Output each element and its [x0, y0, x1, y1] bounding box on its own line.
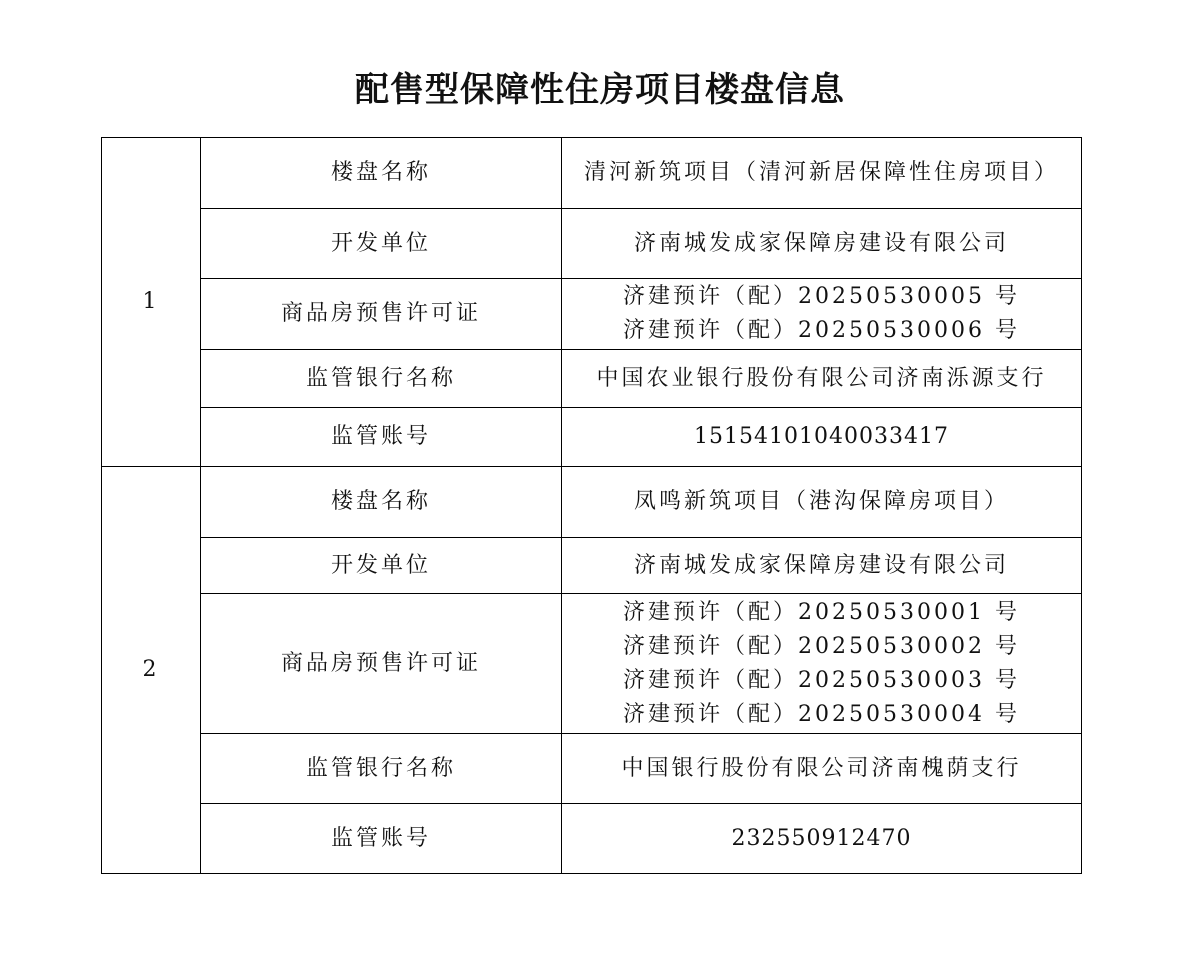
field-value-cell: [562, 138, 1082, 209]
field-value-cell: [562, 538, 1082, 594]
field-value-cell: [562, 734, 1082, 804]
field-label-cell: 监管账号: [201, 804, 562, 874]
field-value-line: 232550912470: [731, 825, 912, 851]
field-value-cell: [562, 467, 1082, 538]
field-label-cell: 开发单位: [201, 538, 562, 594]
table-row: [102, 279, 1082, 350]
field-value-line: 凤鸣新筑项目（港沟保障房项目）: [633, 489, 1009, 514]
field-value-line: 济南城发成家保障房建设有限公司: [633, 230, 1009, 256]
project-index-cell: 2: [102, 467, 201, 874]
field-value-line: 济建预许（配）20250530005 号: [623, 284, 1020, 309]
field-label-cell: 监管账号: [201, 408, 562, 467]
field-label-cell: 开发单位: [201, 209, 562, 279]
field-value-cell: [562, 350, 1082, 408]
table-row: [102, 467, 1082, 538]
field-value-line: 济建预许（配）20250530006 号: [623, 318, 1020, 343]
field-label-cell: 商品房预售许可证: [201, 279, 562, 350]
field-value-line: 济建预许（配）20250530004 号: [623, 701, 1020, 727]
table-row: [102, 209, 1082, 279]
field-value-line: 济建预许（配）20250530003 号: [623, 667, 1020, 693]
project-index-cell: 1: [102, 138, 201, 467]
field-value-cell: [562, 209, 1082, 279]
document-title: 配售型保障性住房项目楼盘信息: [355, 70, 845, 110]
field-value-line: 济南城发成家保障房建设有限公司: [633, 552, 1009, 578]
field-value-cell: [562, 408, 1082, 467]
field-label-cell: 楼盘名称: [201, 138, 562, 209]
field-value-cell: [562, 279, 1082, 350]
field-value-cell: [562, 804, 1082, 874]
field-value-line: 中国农业银行股份有限公司济南泺源支行: [596, 365, 1047, 391]
table-row: [102, 138, 1082, 209]
field-label-cell: 商品房预售许可证: [201, 594, 562, 734]
field-value-line: 清河新筑项目（清河新居保障性住房项目）: [583, 160, 1059, 185]
table-row: [102, 734, 1082, 804]
table-row: [102, 594, 1082, 734]
field-label-cell: 监管银行名称: [201, 734, 562, 804]
project-info-table: [101, 137, 1082, 874]
field-value-line: 15154101040033417: [694, 424, 949, 449]
field-value-line: 济建预许（配）20250530001 号: [623, 599, 1020, 625]
table-row: [102, 538, 1082, 594]
field-value-line: 中国银行股份有限公司济南槐荫支行: [621, 755, 1022, 781]
table-row: [102, 804, 1082, 874]
table-row: [102, 408, 1082, 467]
field-value-cell: [562, 594, 1082, 734]
table-row: [102, 350, 1082, 408]
field-label-cell: 监管银行名称: [201, 350, 562, 408]
field-label-cell: 楼盘名称: [201, 467, 562, 538]
field-value-line: 济建预许（配）20250530002 号: [623, 633, 1020, 659]
